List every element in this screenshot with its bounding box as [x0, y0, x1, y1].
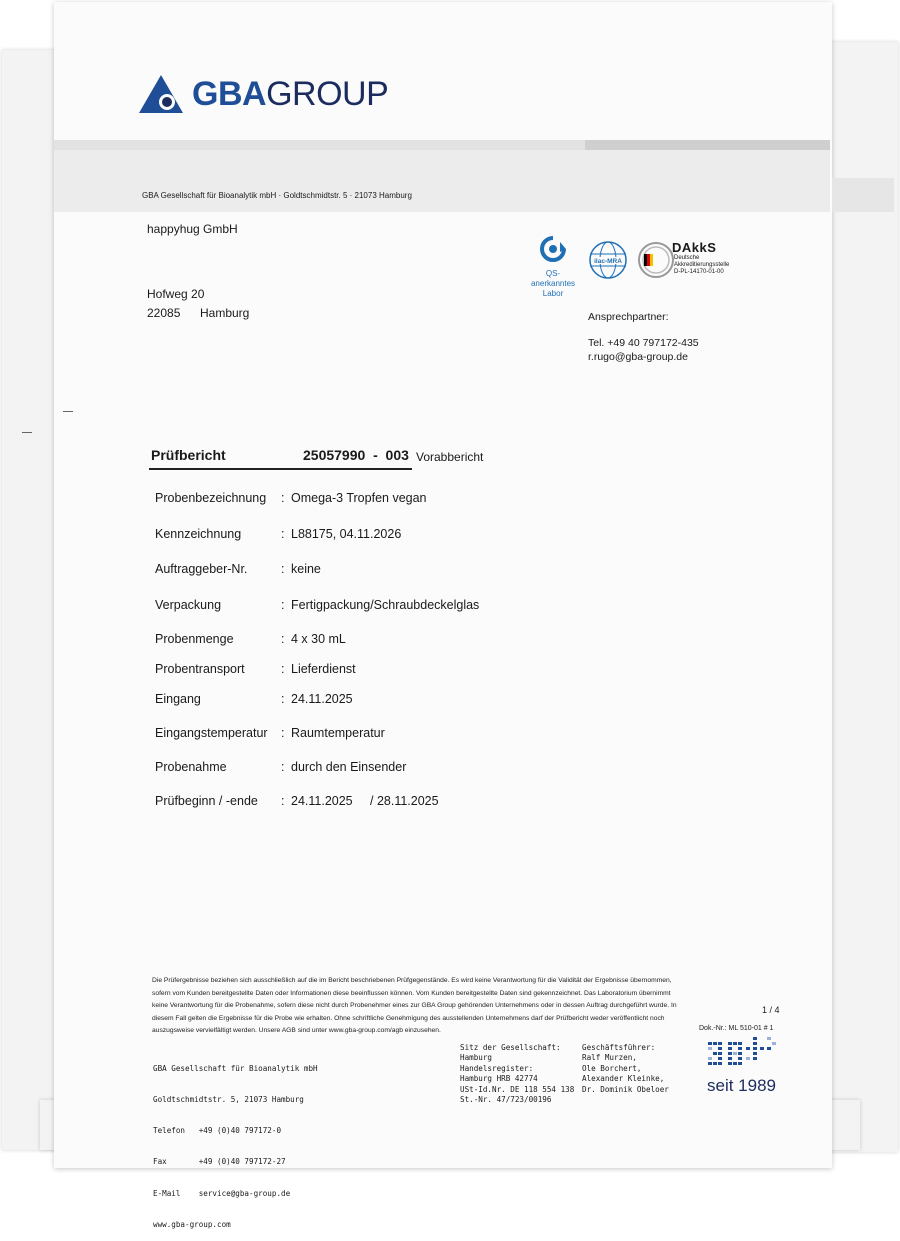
- field-value: 24.11.2025: [291, 794, 353, 808]
- field-colon: :: [281, 760, 285, 774]
- footer-line: Hamburg HRB 42774: [460, 1074, 538, 1084]
- field-value: L88175, 04.11.2026: [291, 527, 402, 541]
- gba-group-logo: [138, 72, 388, 116]
- field-label: Probentransport: [155, 662, 245, 676]
- field-label: Prüfbeginn / -ende: [155, 794, 258, 808]
- qs-arrow-icon: [540, 236, 566, 264]
- report-number: [303, 447, 409, 463]
- sender-line: GBA Gesellschaft für Bioanalytik mbH · Goldtschmidtstr. 5 · 21073 Hamburg: [142, 191, 412, 200]
- qs-label-1: QS-anerkanntes: [530, 269, 576, 288]
- field-value-end: / 28.11.2025: [370, 794, 439, 808]
- header-band-accent: [585, 140, 830, 150]
- qs-label-2: Labor: [542, 289, 564, 298]
- dakks-circle-icon: [636, 240, 676, 280]
- logo-text-bold: GBA: [192, 75, 267, 113]
- footer-line: Geschäftsführer:: [582, 1043, 656, 1052]
- contact-phone[interactable]: Tel. +49 40 797172-435: [588, 337, 699, 349]
- footer-line: Handelsregister:: [460, 1063, 534, 1073]
- page-number: 1 / 4: [762, 1005, 780, 1015]
- report-title: Prüfbericht: [151, 447, 226, 463]
- report-separator: -: [373, 447, 378, 463]
- ilac-mra-badge: [588, 240, 628, 285]
- field-value: keine: [291, 562, 321, 576]
- footer-line: Goldtschmidtstr. 5, 21073 Hamburg: [153, 1095, 304, 1105]
- footer-registration: [460, 1043, 574, 1105]
- disclaimer-line: diesem Fall gelten die Ergebnisse für die Probe wie erhalten. Ohne schriftliche Genehmigung des ausstellenden Unternehmens darf der Prüfbericht weder veröffentlicht noch: [152, 1014, 665, 1022]
- footer-line: Sitz der Gesellschaft:: [460, 1043, 561, 1052]
- header-band: [54, 150, 830, 212]
- field-colon: :: [281, 662, 285, 676]
- footer-line[interactable]: E-Mail service@gba-group.de: [153, 1188, 291, 1198]
- disclaimer-line: sofern vom Kunden bereitgestellte Daten oder Informationen diese beeinflussen können. Vom Kunden bereitgestellte Daten sind gekennzeichnet. Das Laboratorium übernimmt: [152, 989, 671, 997]
- footer-line: Ole Borchert,: [582, 1063, 642, 1073]
- dakks-sub-2: Akkreditierungsstelle: [674, 262, 730, 268]
- contact-email[interactable]: r.rugo@gba-group.de: [588, 351, 688, 363]
- contact-heading: Ansprechpartner:: [588, 311, 669, 323]
- field-label: Probenbezeichnung: [155, 491, 267, 505]
- recipient-name: happyhug GmbH: [147, 222, 238, 236]
- disclaimer-line: auszugsweise vervielfältigt werden. Unsere AGB sind unter www.gba-group.com/agb einzusehen.: [152, 1027, 441, 1035]
- field-label: Probenahme: [155, 760, 227, 774]
- footer-line: USt-Id.Nr. DE 118 554 138: [460, 1084, 575, 1094]
- ilac-label: ilac-MRA: [594, 258, 622, 265]
- field-colon: :: [281, 726, 285, 740]
- field-colon: :: [281, 692, 285, 706]
- ilac-globe-icon: [588, 240, 628, 280]
- field-value: Fertigpackung/Schraubdeckelglas: [291, 598, 480, 612]
- disclaimer-line: Die Prüfergebnisse beziehen sich ausschließlich auf die im Bericht beschriebenen Prüfgegenstände. Es wird keine Verantwortung für die Validität der Ergebnisse übernommen,: [152, 977, 672, 984]
- footer-line: Dr. Dominik Obeloer: [582, 1084, 669, 1094]
- report-main-number: 25057990: [303, 447, 366, 463]
- field-colon: :: [281, 598, 285, 612]
- fold-mark: [63, 411, 73, 412]
- field-label: Verpackung: [155, 598, 222, 612]
- footer-line: Telefon +49 (0)40 797172-0: [153, 1126, 282, 1136]
- field-colon: :: [281, 794, 285, 808]
- footer-management: [582, 1043, 669, 1095]
- footer-line: Alexander Kleinke,: [582, 1074, 665, 1084]
- report-suffix: Vorabbericht: [416, 450, 484, 464]
- disclaimer: [152, 975, 700, 1038]
- footer-line: Ralf Murzen,: [582, 1053, 637, 1063]
- field-label: Eingangstemperatur: [155, 726, 268, 740]
- field-value: durch den Einsender: [291, 760, 407, 774]
- field-value: 4 x 30 mL: [291, 632, 346, 646]
- dakks-sub-1: Deutsche: [674, 255, 700, 261]
- dakks-title: DAkkS: [672, 240, 717, 255]
- recipient-street: Hofweg 20: [147, 287, 205, 301]
- field-colon: :: [281, 562, 285, 576]
- footer-line[interactable]: www.gba-group.com: [153, 1219, 231, 1229]
- logo-text-light: GROUP: [266, 75, 389, 113]
- footer-line: Hamburg: [460, 1053, 493, 1063]
- disclaimer-line: keine Verantwortung für die Probenahme, sofern diese nicht durch Probenehmer eines zur GBA Group gehörenden Unternehmens oder in dessen Auftrag durchgeführt wurde. In: [152, 1002, 677, 1010]
- field-value: Lieferdienst: [291, 662, 356, 676]
- anniversary-pixel-logo: [708, 1036, 778, 1072]
- field-colon: :: [281, 632, 285, 646]
- dakks-badge: [636, 240, 729, 280]
- footer-company: [153, 1043, 318, 1241]
- field-colon: :: [281, 527, 285, 541]
- since-year: seit 1989: [707, 1076, 776, 1095]
- recipient-zip: 22085: [147, 306, 181, 320]
- field-value: Omega-3 Tropfen vegan: [291, 491, 427, 505]
- field-colon: :: [281, 491, 285, 505]
- header-band-extension: [832, 178, 894, 212]
- footer-line: GBA Gesellschaft für Bioanalytik mbH: [153, 1063, 318, 1073]
- report-sub-number: 003: [385, 447, 409, 463]
- qs-certification-badge: [524, 236, 582, 299]
- recipient-city: Hamburg: [200, 306, 250, 320]
- dakks-sub-3: D-PL-14170-01-00: [674, 269, 724, 275]
- field-label: Eingang: [155, 692, 201, 706]
- field-label: Probenmenge: [155, 632, 234, 646]
- punch-mark: [22, 432, 32, 433]
- document-number: Dok.-Nr.: ML 510-01 # 1: [699, 1025, 774, 1032]
- field-value: Raumtemperatur: [291, 726, 385, 740]
- field-label: Kennzeichnung: [155, 527, 242, 541]
- field-label: Auftraggeber-Nr.: [155, 562, 248, 576]
- field-value: 24.11.2025: [291, 692, 353, 706]
- report-underline: [149, 468, 412, 470]
- gba-triangle-icon: [138, 74, 184, 114]
- footer-line: Fax +49 (0)40 797172-27: [153, 1157, 286, 1167]
- footer-line: St.-Nr. 47/723/00196: [460, 1095, 552, 1105]
